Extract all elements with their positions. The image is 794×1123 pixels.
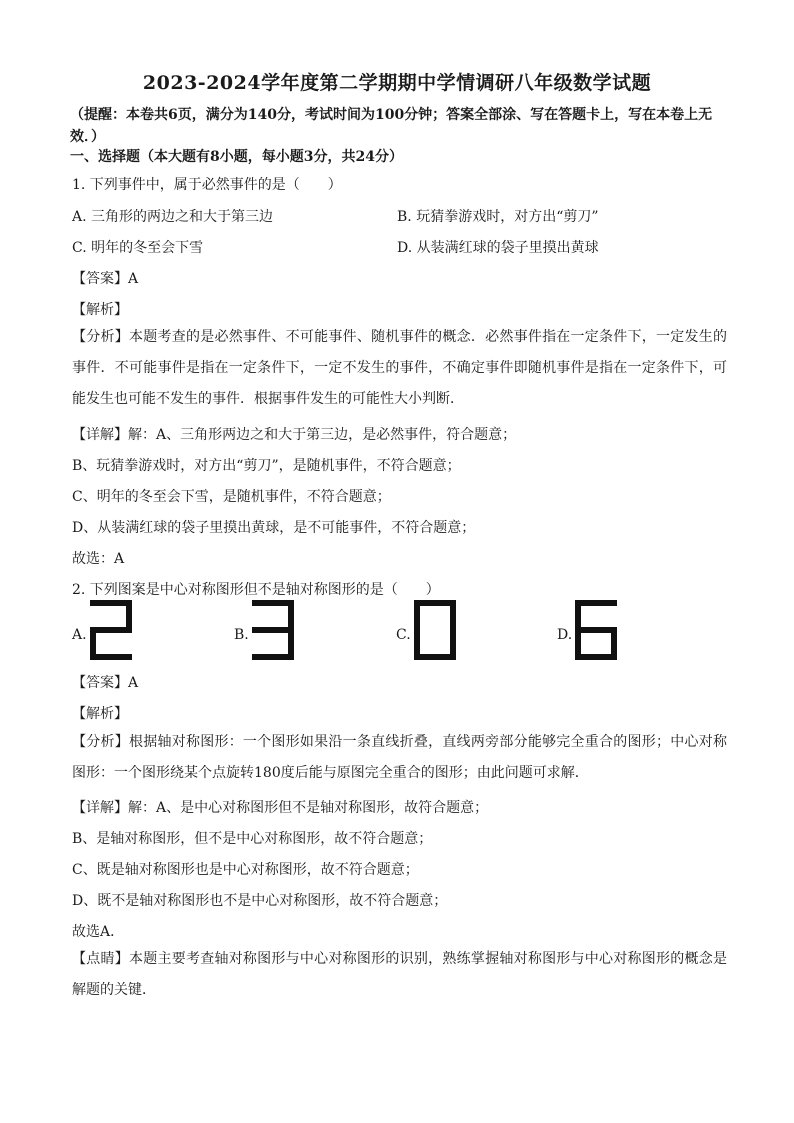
- question-1-answer: 【答案】A: [72, 271, 139, 287]
- question-1-option-d: D. 从装满红球的袋子里摸出黄球: [397, 240, 599, 256]
- question-1-option-a: A. 三角形的两边之和大于第三边: [72, 209, 274, 225]
- question-2-detail-line: C、既是轴对称图形也是中心对称图形，故不符合题意；: [72, 862, 419, 878]
- question-1-detail-line: B、玩猜拳游戏时，对方出“剪刀”，是随机事件，不符合题意；: [72, 458, 461, 474]
- digit-segment-d: [90, 654, 132, 660]
- seven-segment-digit-2-icon: [90, 600, 132, 660]
- question-2-detail-line: B、是轴对称图形，但不是中心对称图形，故不符合题意；: [72, 831, 433, 847]
- question-1-detail-line: C、明年的冬至会下雪，是随机事件，不符合题意；: [72, 489, 391, 505]
- option-label: C.: [396, 627, 411, 643]
- digit-segment-g: [252, 627, 294, 633]
- digit-segment-d: [252, 654, 294, 660]
- digit-segment-c: [611, 627, 617, 660]
- option-label: B.: [234, 627, 249, 643]
- question-1-choice: 故选：A: [72, 551, 125, 567]
- section-heading: 一、选择题（本大题有8小题，每小题3分，共24分）: [70, 149, 403, 165]
- page-title: 2023-2024学年度第二学期期中学情调研八年级数学试题: [142, 72, 652, 94]
- digit-segment-a: [575, 600, 617, 606]
- question-2-stem: 2. 下列图案是中心对称图形但不是轴对称图形的是（ ）: [72, 582, 440, 598]
- question-2-choice: 故选A．: [72, 924, 125, 940]
- question-1-option-b: B. 玩猜拳游戏时，对方出“剪刀”: [397, 209, 599, 225]
- question-2-analysis: 【分析】根据轴对称图形：一个图形如果沿一条直线折叠，直线两旁部分能够完全重合的图形；中心对称图形：一个图形绕某个点旋转180度后能与原图完全重合的图形；由此问题可求解．: [72, 734, 727, 781]
- digit-segment-f: [414, 600, 420, 633]
- question-2-detail-line: 【详解】解：A、是中心对称图形但不是轴对称图形，故符合题意；: [72, 800, 489, 816]
- exam-reminder: （提醒：本卷共6页，满分为140分，考试时间为100分钟；答案全部涂、写在答题卡上，写在本卷上无效．）: [70, 107, 713, 145]
- digit-segment-d: [414, 654, 456, 660]
- option-label: D.: [557, 627, 573, 643]
- question-1-stem: 1. 下列事件中，属于必然事件的是（ ）: [72, 177, 342, 193]
- question-2-detail-line: D、既不是轴对称图形也不是中心对称图形，故不符合题意；: [72, 893, 448, 909]
- digit-segment-a: [252, 600, 294, 606]
- question-2-answer: 【答案】A: [72, 675, 139, 691]
- question-2-comment: 【点睛】本题主要考查轴对称图形与中心对称图形的识别，熟练掌握轴对称图形与中心对称图形的概念是解题的关键．: [72, 951, 727, 998]
- question-1-detail-line: D、从装满红球的袋子里摸出黄球，是不可能事件，不符合题意；: [72, 520, 476, 536]
- digit-segment-a: [90, 600, 132, 606]
- question-1-detail-line: 【详解】解：A、三角形两边之和大于第三边，是必然事件，符合题意；: [72, 427, 517, 443]
- digit-segment-a: [414, 600, 456, 606]
- digit-segment-g: [575, 627, 617, 633]
- question-2-analysis-heading: 【解析】: [72, 706, 128, 722]
- seven-segment-digit-3-icon: [252, 600, 294, 660]
- question-1-analysis: 【分析】本题考查的是必然事件、不可能事件、随机事件的概念．必然事件指在一定条件下，一定发生的事件．不可能事件是指在一定条件下，一定不发生的事件，不确定事件即随机事件是指在一定条件下，可能发生也可能不发生的事件．根据事件发生的可能性大小判断．: [72, 329, 727, 407]
- seven-segment-digit-0-icon: [414, 600, 456, 660]
- digit-segment-g: [90, 627, 132, 633]
- question-1-option-c: C. 明年的冬至会下雪: [72, 240, 204, 256]
- question-1-analysis-heading: 【解析】: [72, 302, 128, 318]
- option-label: A.: [72, 627, 87, 643]
- seven-segment-digit-6-icon: [575, 600, 617, 660]
- digit-segment-d: [575, 654, 617, 660]
